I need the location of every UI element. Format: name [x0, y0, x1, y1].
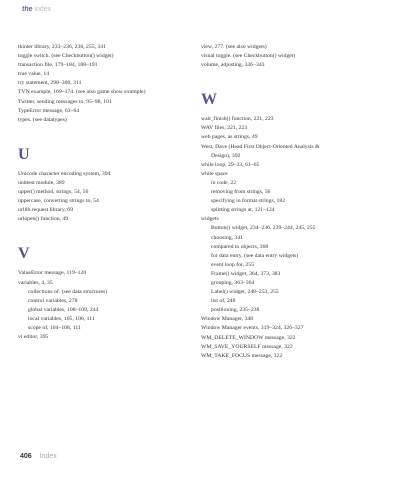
index-entry: TVN example, 169–174. (see also game show example) — [18, 89, 146, 96]
index-subentry: collections of. (see data structures) — [28, 288, 108, 295]
index-entry: urllib.request library, 69 — [18, 207, 73, 214]
index-entry: upper() method, strings, 54, 56 — [18, 189, 89, 196]
page-footer — [20, 453, 57, 460]
index-subentry: control variables, 278 — [28, 297, 78, 304]
index-entry: Unicode character encoding system, 394 — [18, 170, 111, 177]
index-entry: while loop, 29–33, 61–65 — [201, 161, 260, 168]
index-subentry: scope of, 104–108, 111 — [28, 324, 81, 331]
index-entry: uppercase, converting strings to, 54 — [18, 198, 99, 205]
index-entry: WM_SAVE_YOURSELF message, 322 — [201, 343, 293, 350]
section-letter-w: W — [201, 91, 218, 109]
index-subentry: in code, 22 — [211, 179, 237, 186]
index-entry: variables, 4, 35 — [18, 279, 53, 286]
index-subentry: compared to objects, 368 — [211, 243, 269, 250]
index-entry: ValueError message, 119–120 — [18, 270, 87, 277]
index-subentry: positioning, 235–238 — [211, 307, 260, 314]
index-entry: vi editor, 395 — [18, 334, 49, 341]
index-subentry: Frame() widget, 364, 373, 383 — [211, 270, 281, 277]
index-subentry: Label() widget, 248–253, 255 — [211, 289, 279, 296]
index-entry: WM_TAKE_FOCUS message, 322 — [201, 352, 283, 359]
index-entry: transaction file, 179–184, 188–191 — [18, 62, 98, 69]
index-entry: unittest module, 389 — [18, 179, 65, 186]
index-subentry: local variables, 105, 106, 111 — [28, 315, 95, 322]
footer-label: Index — [39, 453, 57, 460]
index-entry: West, Dave (Head First Object-Oriented Analysis & — [201, 143, 320, 150]
index-entry: tkinter library, 233–236, 238, 255, 341 — [18, 44, 106, 50]
index-entry: toggle switch. (see Checkbutton() widget) — [18, 53, 114, 60]
index-subentry: event loop for, 255 — [211, 261, 255, 268]
index-entry: Window Manager events, 319–324, 326–327 — [201, 325, 304, 332]
index-entry: true value, 14 — [18, 71, 50, 78]
index-subentry: for data entry. (see data entry widgets) — [211, 252, 299, 259]
index-entry: white space — [201, 170, 228, 177]
index-subentry: grouping, 363–364 — [211, 279, 255, 286]
page-number: 406 — [20, 453, 32, 460]
index-entry: Twitter, sending messages to, 95–98, 101 — [18, 98, 112, 105]
running-header-rest: index — [32, 6, 52, 13]
running-header-bold: the — [22, 6, 33, 13]
index-entry: WM_DELETE_WINDOW message, 322 — [201, 334, 296, 341]
index-entry-continuation: Design), 392 — [211, 152, 241, 159]
index-entry: volume, adjusting, 336–343 — [201, 62, 265, 69]
index-entry: widgets — [201, 216, 219, 223]
index-entry: WAV files, 221, 223 — [201, 125, 248, 132]
index-entry: Window Manager, 348 — [201, 316, 254, 323]
section-letter-u: U — [18, 145, 31, 163]
index-subentry: list of, 248 — [211, 298, 236, 305]
index-subentry: Button() widget, 234–236, 239–244, 245, 255 — [211, 225, 316, 232]
index-entry: types. (see datatypes) — [18, 116, 67, 123]
index-entry: web pages, as strings, 49 — [201, 134, 258, 141]
index-subentry: splitting strings at, 121–124 — [211, 207, 275, 214]
index-entry: visual toggle. (see Checkbutton() widget) — [201, 53, 296, 60]
index-subentry: specifying in format strings, 182 — [211, 198, 286, 205]
running-header — [22, 6, 51, 13]
index-entry: urlopen() function, 49 — [18, 216, 69, 223]
left-column — [18, 43, 193, 342]
section-letter-v: V — [18, 245, 31, 263]
index-entry: TypeError message, 63–64 — [18, 107, 80, 114]
index-entry: try statement, 298–300, 311 — [18, 80, 82, 87]
index-subentry: choosing, 341 — [211, 234, 243, 241]
right-column — [201, 43, 396, 361]
index-subentry: removing from strings, 56 — [211, 189, 271, 196]
index-subentry: global variables, 108–109, 244 — [28, 306, 99, 313]
index-entry: view, 277. (see also widgets) — [201, 44, 267, 50]
index-entry: wait_finish() function, 221, 223 — [201, 116, 274, 123]
